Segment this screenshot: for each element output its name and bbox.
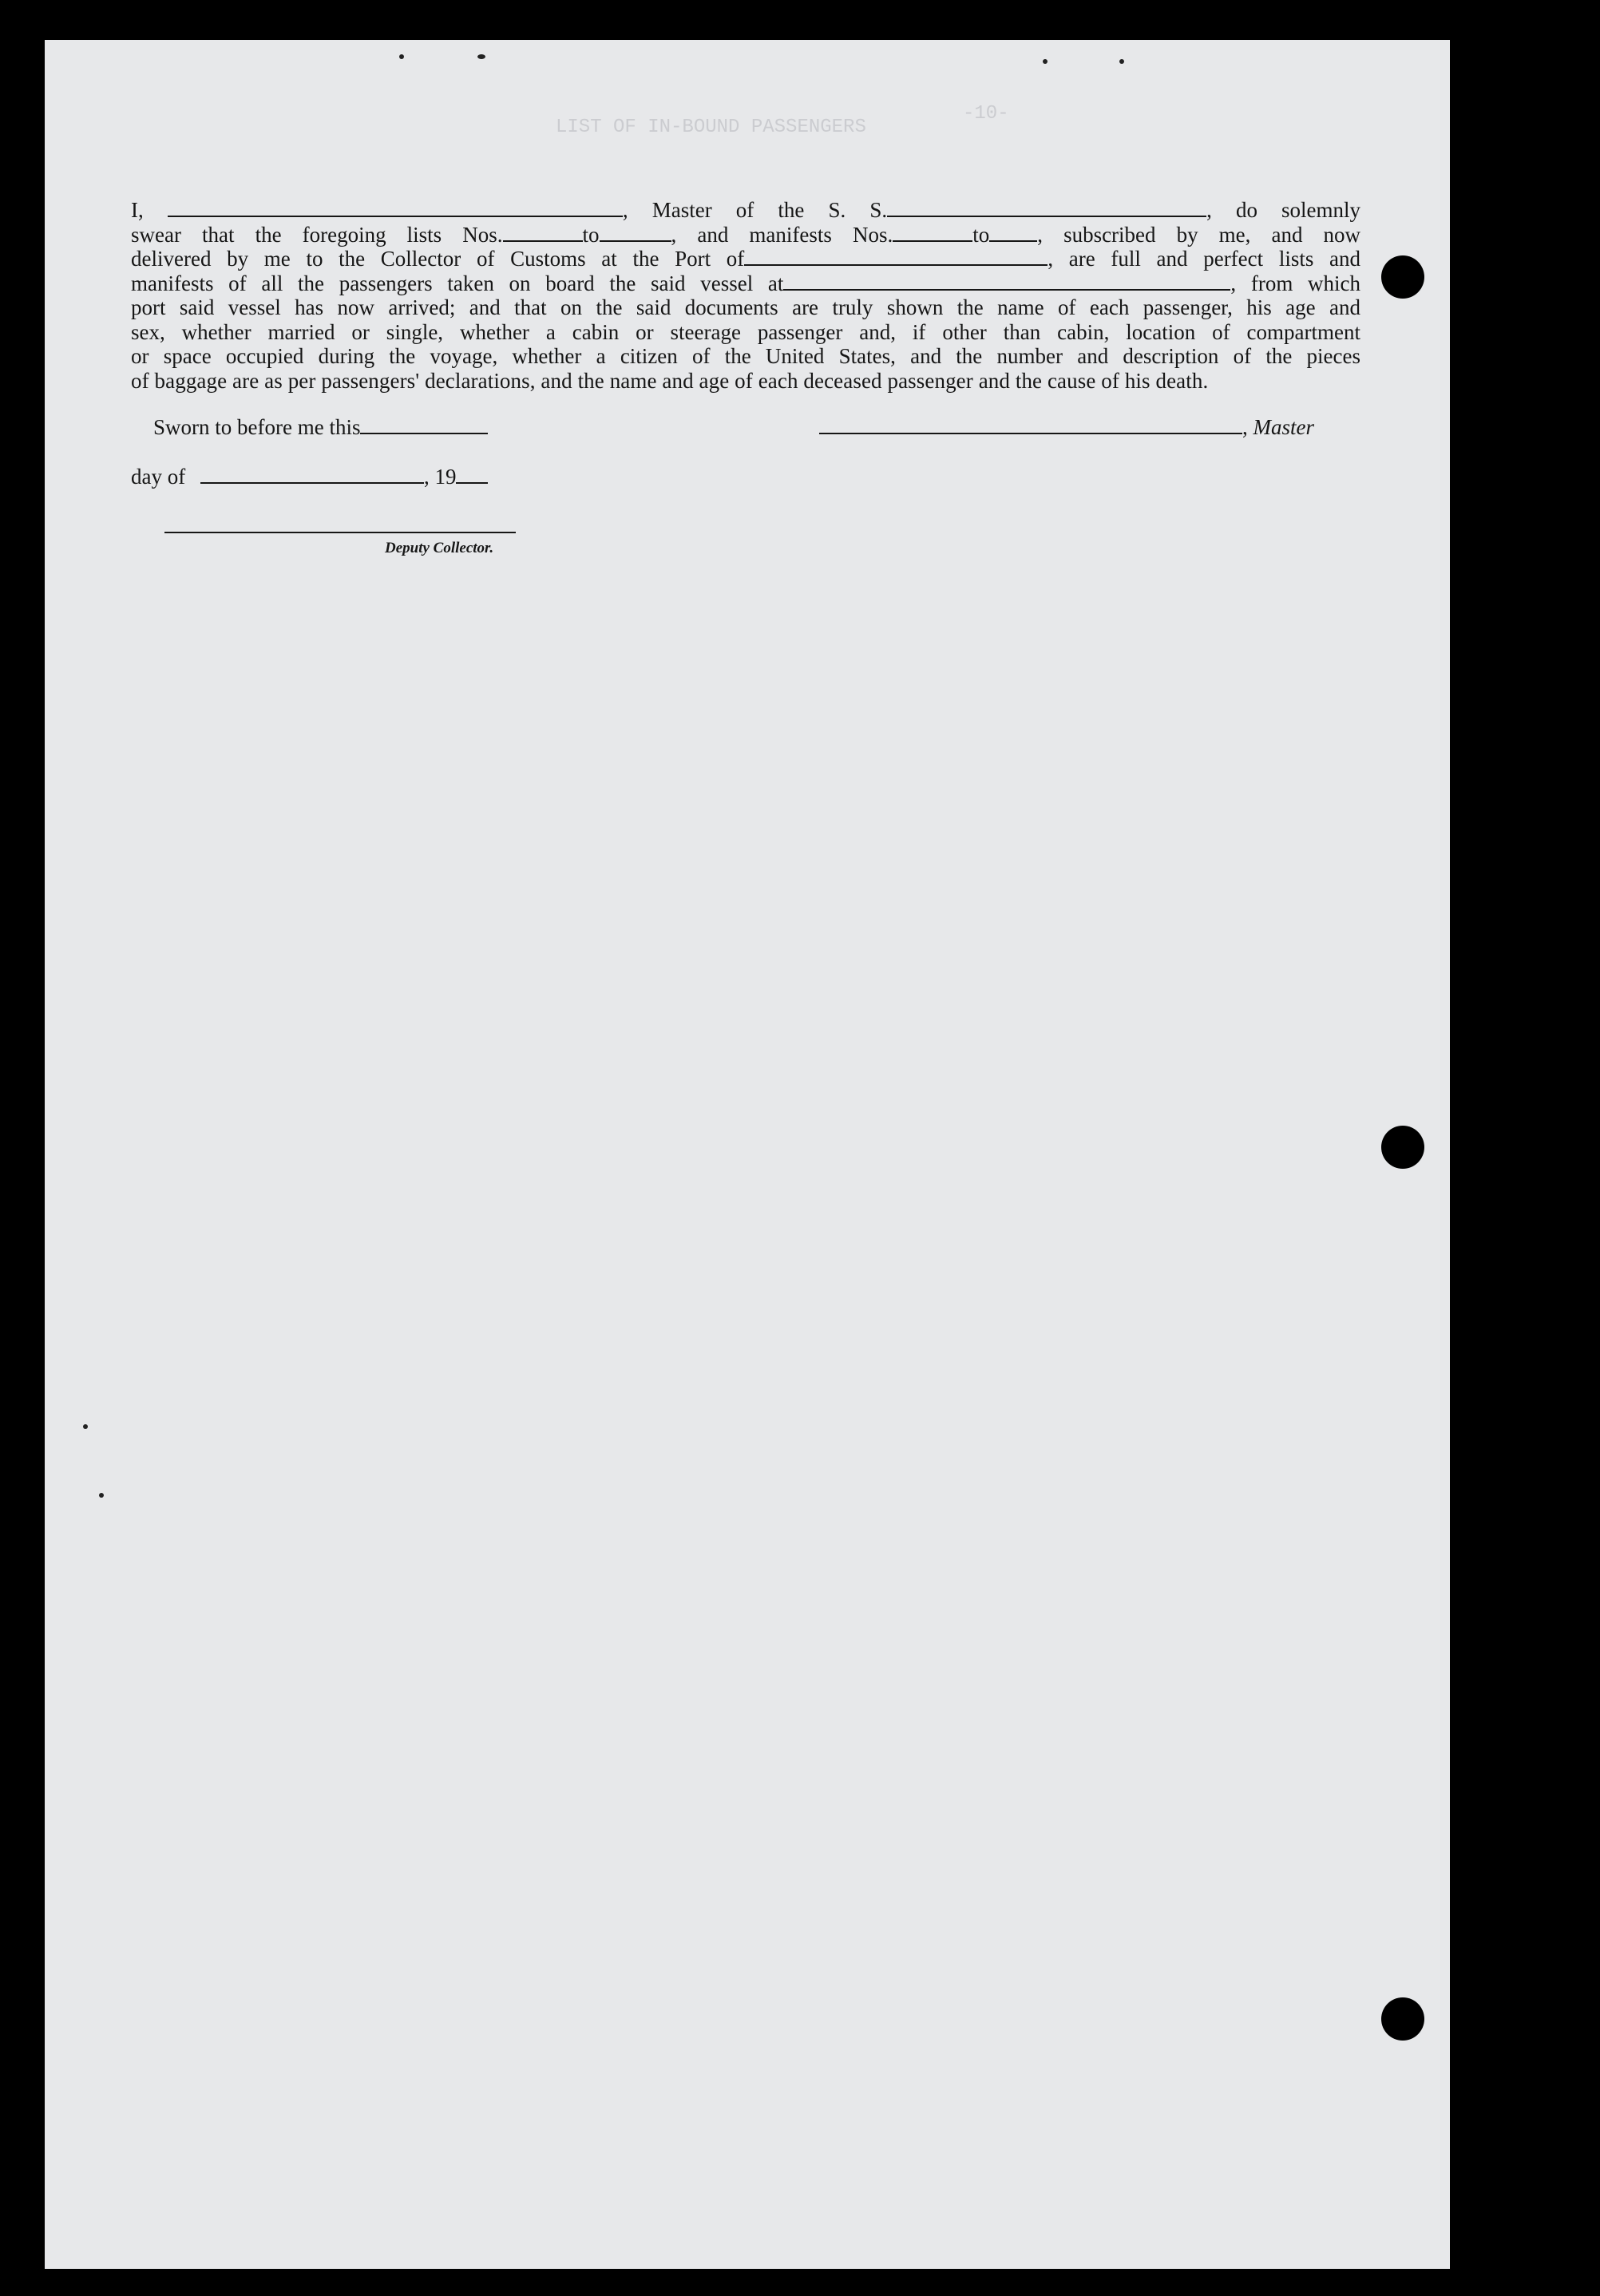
ship-name-blank bbox=[887, 200, 1206, 217]
stray-mark bbox=[1043, 59, 1048, 64]
oath-intro: I, bbox=[131, 198, 144, 222]
month-blank bbox=[200, 466, 424, 484]
master-signature-blank bbox=[819, 417, 1242, 434]
master-name-blank bbox=[168, 200, 623, 217]
binder-hole bbox=[1381, 1126, 1424, 1169]
stray-mark bbox=[477, 54, 485, 59]
full-label: are full and perfect lists and bbox=[1068, 247, 1360, 271]
delivered-label: delivered by me to the Collector of Customs at the Port of bbox=[131, 247, 745, 271]
year-label: 19 bbox=[434, 465, 457, 489]
embark-port-blank bbox=[783, 273, 1230, 291]
oath-line-2: swear that the foregoing lists Nos. to , and manifests Nos. to , subscribed by me, and now bbox=[131, 222, 1361, 247]
list-to-blank bbox=[600, 224, 671, 242]
oath-line-8: of baggage are as per passengers' declarations, and the name and age of each deceased passenger and the cause of his death. bbox=[131, 368, 1209, 393]
oath-line-5: port said vessel has now arrived; and that on the said documents are truly shown the name of each passenger, his age and bbox=[131, 295, 1360, 319]
day-of-label: day of bbox=[131, 465, 186, 489]
master-of-label: Master of the S. S. bbox=[651, 198, 888, 222]
master-label: Master bbox=[1253, 415, 1314, 439]
oath-line-6: sex, whether married or single, whether a cabin or steerage passenger and, if other than cabin, location of compartment bbox=[131, 319, 1360, 344]
subscribed-label: subscribed by me, and now bbox=[1063, 222, 1361, 247]
oath-line-7: or space occupied during the voyage, whether a citizen of the United States, and the number and description of the pieces bbox=[131, 344, 1360, 368]
oath-line-3: delivered by me to the Collector of Customs at the Port of , are full and perfect lists and bbox=[131, 247, 1360, 271]
manifest-to-blank bbox=[989, 224, 1037, 242]
binder-hole bbox=[1381, 1997, 1424, 2041]
solemnly-label: do solemnly bbox=[1235, 198, 1361, 222]
sworn-label: Sworn to before me this bbox=[153, 415, 361, 439]
manifests-label: and manifests Nos. bbox=[697, 222, 893, 247]
document-page bbox=[45, 40, 1450, 2269]
bleed-through-text: LIST OF IN-BOUND PASSENGERS bbox=[556, 117, 866, 138]
oath-text bbox=[131, 198, 1360, 393]
master-signature: , Master bbox=[819, 415, 1314, 440]
to-label: to bbox=[972, 222, 990, 247]
list-from-blank bbox=[503, 224, 583, 242]
binder-hole bbox=[1381, 255, 1424, 299]
stray-mark bbox=[99, 1493, 104, 1498]
sworn-row bbox=[153, 415, 488, 440]
stray-mark bbox=[83, 1424, 88, 1429]
oath-line-1: I, , Master of the S. S. , do solemnly bbox=[131, 198, 1361, 222]
deputy-collector-label: Deputy Collector. bbox=[385, 540, 494, 556]
stray-mark bbox=[1119, 59, 1124, 64]
manifest-from-blank bbox=[893, 224, 972, 242]
day-of-row: day of , 19 bbox=[131, 465, 488, 489]
deputy-signature-line bbox=[164, 532, 516, 533]
manifests-all-label: manifests of all the passengers taken on board the said vessel at bbox=[131, 271, 784, 295]
from-which-label: from which bbox=[1250, 271, 1361, 295]
swear-label: swear that the foregoing lists Nos. bbox=[131, 222, 503, 247]
port-blank bbox=[744, 248, 1048, 266]
sworn-day-blank bbox=[360, 417, 488, 434]
bleed-through-text: -10- bbox=[963, 103, 1009, 125]
oath-line-4: manifests of all the passengers taken on board the said vessel at , from which bbox=[131, 271, 1361, 295]
stray-mark bbox=[399, 54, 404, 59]
to-label: to bbox=[582, 222, 600, 247]
year-blank bbox=[456, 466, 488, 484]
